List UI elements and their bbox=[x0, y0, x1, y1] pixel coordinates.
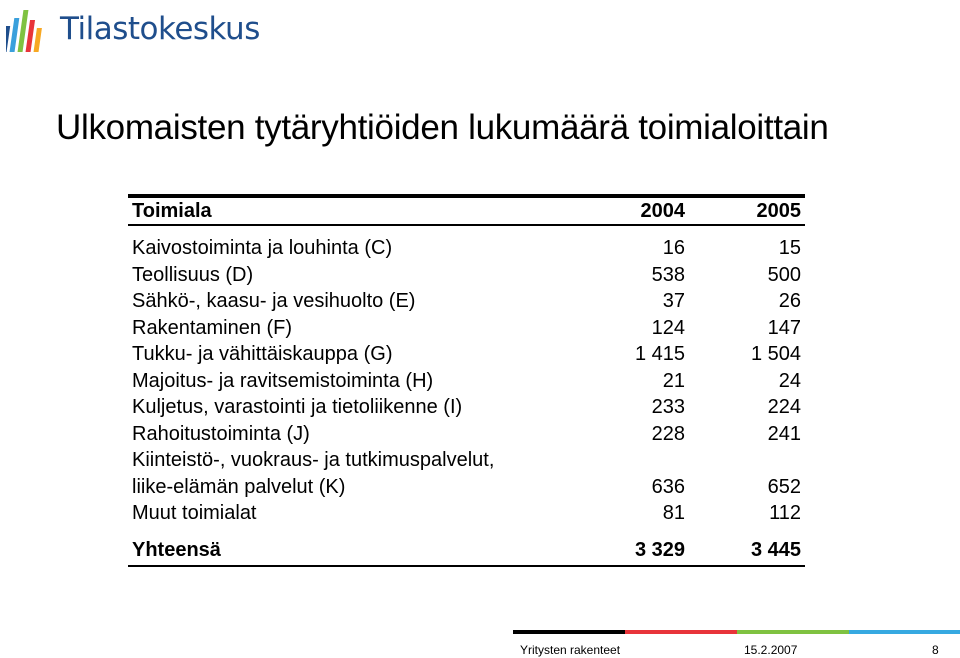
table-row bbox=[128, 341, 805, 368]
row-value-2005: 224 bbox=[767, 396, 801, 418]
table-row bbox=[128, 262, 805, 289]
row-value-2005: 1 504 bbox=[750, 343, 801, 365]
table-row bbox=[128, 235, 805, 262]
row-label: Rahoitustoiminta (J) bbox=[132, 422, 310, 445]
footer-source: Yritysten rakenteet bbox=[520, 643, 621, 657]
row-value-2004: 16 bbox=[662, 237, 685, 259]
row-value-2004: 37 bbox=[662, 290, 685, 312]
total-value-2005: 3 445 bbox=[750, 538, 801, 561]
row-value-2004: 636 bbox=[651, 475, 685, 498]
footer bbox=[513, 630, 960, 658]
table-row bbox=[128, 315, 805, 342]
footer-bar-black bbox=[513, 630, 625, 634]
table-row bbox=[128, 288, 805, 315]
row-label: liike-elämän palvelut (K) bbox=[132, 475, 346, 498]
header-toimiala: Toimiala bbox=[132, 200, 212, 222]
row-value-2005: 15 bbox=[778, 237, 801, 259]
row-label: Teollisuus (D) bbox=[132, 263, 254, 286]
table-row bbox=[128, 474, 805, 501]
logo-wordmark: Tilastokeskus bbox=[60, 11, 260, 47]
row-label: Tukku- ja vähittäiskauppa (G) bbox=[132, 343, 393, 365]
header-year-2004: 2004 bbox=[640, 200, 685, 222]
row-label: Majoitus- ja ravitsemistoiminta (H) bbox=[132, 369, 434, 392]
row-label: Muut toimialat bbox=[132, 502, 257, 524]
table-row bbox=[128, 447, 805, 474]
row-value-2005: 652 bbox=[767, 475, 801, 498]
logo-bars-icon bbox=[6, 6, 54, 56]
table-header-row bbox=[128, 198, 805, 224]
row-value-2005: 241 bbox=[767, 422, 801, 445]
row-label: Rakentaminen (F) bbox=[132, 316, 293, 339]
table-row bbox=[128, 394, 805, 421]
page-title: Ulkomaisten tytäryhtiöiden lukumäärä toimialoittain bbox=[56, 108, 829, 147]
row-value-2004: 233 bbox=[651, 396, 685, 418]
footer-bar-red bbox=[625, 630, 737, 634]
table-total-row bbox=[128, 527, 805, 566]
row-value-2004: 81 bbox=[662, 502, 685, 524]
table-bottom-rule bbox=[128, 565, 805, 567]
row-label: Kaivostoiminta ja louhinta (C) bbox=[132, 237, 393, 259]
table-row bbox=[128, 421, 805, 448]
header-year-2005: 2005 bbox=[756, 200, 801, 222]
total-value-2004: 3 329 bbox=[634, 538, 685, 561]
footer-bar-blue bbox=[849, 630, 960, 634]
row-label: Sähkö-, kaasu- ja vesihuolto (E) bbox=[132, 290, 416, 312]
row-value-2005: 500 bbox=[767, 263, 801, 286]
row-value-2005: 112 bbox=[769, 502, 801, 524]
table-row bbox=[128, 368, 805, 395]
table-row bbox=[128, 500, 805, 527]
row-label: Kuljetus, varastointi ja tietoliikenne (I) bbox=[132, 396, 463, 418]
row-value-2004: 124 bbox=[651, 316, 685, 339]
footer-bar-green bbox=[737, 630, 849, 634]
row-value-2005: 24 bbox=[778, 369, 801, 392]
row-value-2005: 26 bbox=[778, 290, 801, 312]
row-label: Kiinteistö-, vuokraus- ja tutkimuspalvelut, bbox=[132, 449, 495, 471]
row-value-2004: 538 bbox=[651, 263, 685, 286]
row-value-2004: 1 415 bbox=[634, 343, 685, 365]
row-value-2004: 228 bbox=[651, 422, 685, 445]
total-label: Yhteensä bbox=[132, 538, 221, 561]
table-body bbox=[128, 226, 805, 527]
footer-date: 15.2.2007 bbox=[744, 643, 798, 657]
industry-table bbox=[128, 194, 805, 567]
footer-page-number: 8 bbox=[932, 643, 939, 657]
row-value-2004: 21 bbox=[662, 369, 685, 392]
row-value-2005: 147 bbox=[767, 316, 801, 339]
